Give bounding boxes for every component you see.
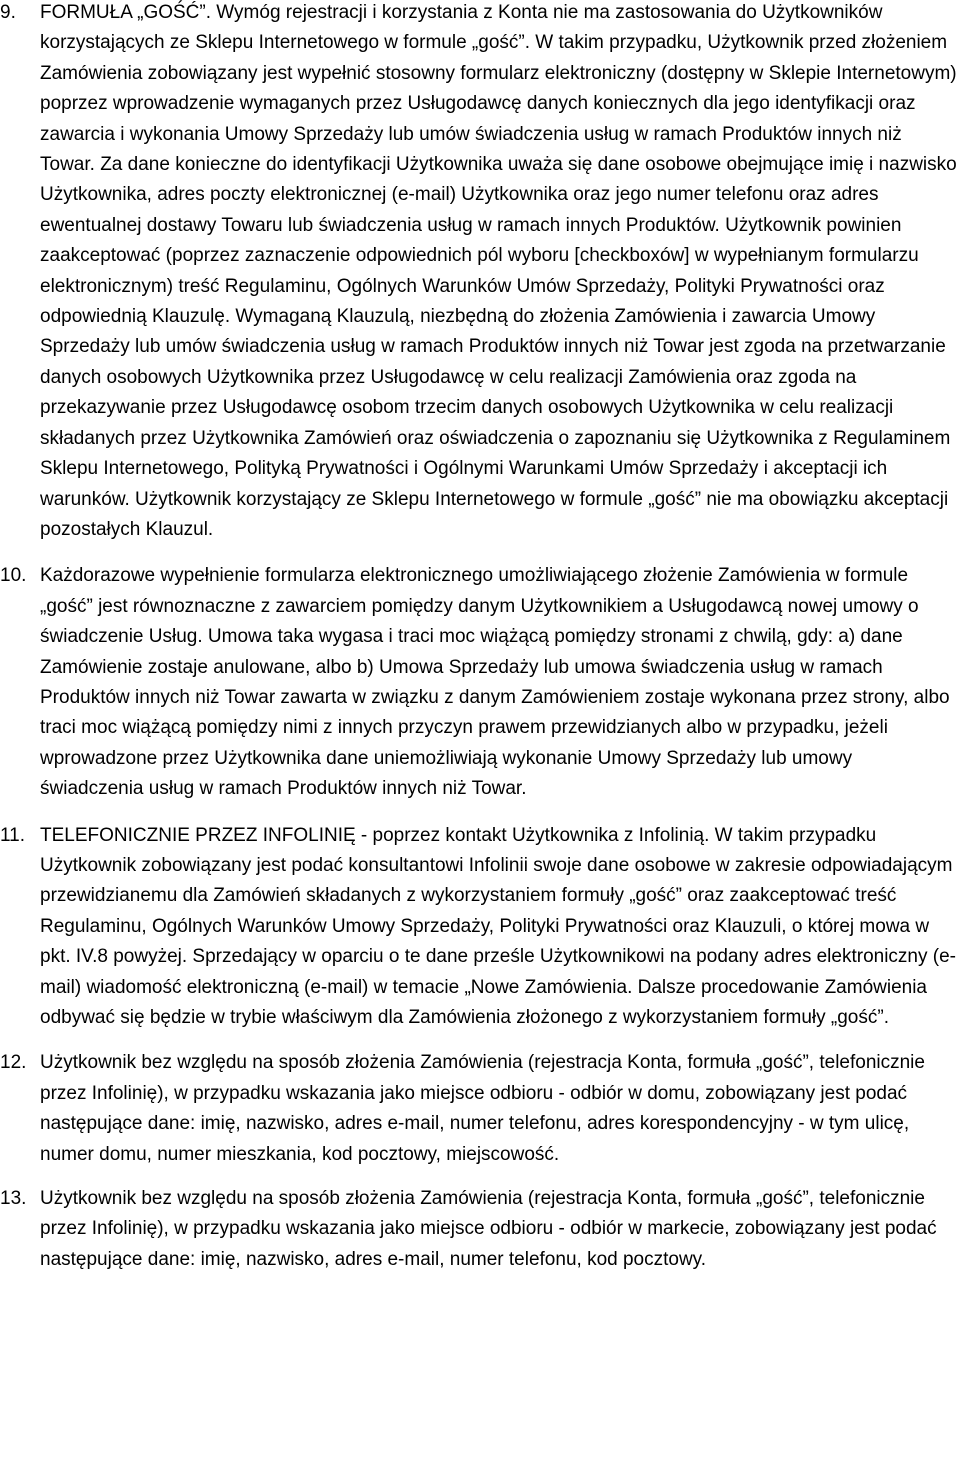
item-text: Użytkownik bez względu na sposób złożenia Zamówienia (rejestracja Konta, formuła „gość”, telefonicznie przez Infolinię), w przypadku wskazania jako miejsce odbioru - odbiór w markecie, zobowiązany jest podać następujące dane: imię, nazwisko, adres e-mail, numer telefonu, kod pocztowy. bbox=[40, 1188, 937, 1270]
list-item bbox=[0, 561, 958, 804]
list-item bbox=[0, 1048, 958, 1170]
item-text: TELEFONICZNIE PRZEZ INFOLINIĘ - poprzez kontakt Użytkownika z Infolinią. W takim przypadku Użytkownik zobowiązany jest podać konsultantowi Infolinii swoje dane osobowe w zakresie odpowiadającym przewidzianemu dla Zamówień składanych z wykorzystaniem formuły „gość” oraz zaakceptować treść Regulaminu, Ogólnych Warunków Umowy Sprzedaży, Polityki Prywatności oraz Klauzuli, o której mowa w pkt. IV.8 powyżej. Sprzedający w oparciu o te dane prześle Użytkownikowi na podany adres elektroniczny (e-mail) wiadomość elektroniczną (e-mail) w temacie „Nowe Zamówienia. Dalsze procedowanie Zamówienia odbywać się będzie w trybie właściwym dla Zamówienia złożonego z wykorzystaniem formuły „gość”. bbox=[40, 824, 956, 1028]
item-text: Każdorazowe wypełnienie formularza elektronicznego umożliwiającego złożenie Zamówienia w formule „gość” jest równoznaczne z zawarciem pomiędzy danym Użytkownikiem a Usługodawcą nowej umowy o świadczenie Usług. Umowa taka wygasa i traci moc wiążącą pomiędzy stronami z chwilą, gdy: a) dane Zamówienie zostaje anulowane, albo b) Umowa Sprzedaży lub umowa świadczenia usług w ramach Produktów innych niż Towar zawarta w związku z danym Zamówieniem zostaje wykonana przez strony, albo traci moc wiążącą pomiędzy nimi z innych przyczyn prawem przewidzianych albo w przypadku, jeżeli wprowadzone przez Użytkownika dane uniemożliwiają wykonanie Umowy Sprzedaży lub umowy świadczenia usług w ramach Produktów innych niż Towar. bbox=[40, 565, 950, 800]
list-item bbox=[0, 821, 958, 1034]
item-number: 13. bbox=[0, 1188, 27, 1210]
item-number: 10. bbox=[0, 565, 27, 587]
list-item bbox=[0, 0, 958, 545]
item-text: FORMUŁA „GOŚĆ”. Wymóg rejestracji i korzystania z Konta nie ma zastosowania do Użytkowników korzystających ze Sklepu Internetowego w formule „gość”. W takim przypadku, Użytkownik przed złożeniem Zamówienia zobowiązany jest wypełnić stosowny formularz elektroniczny (dostępny w Sklepie Internetowym) poprzez wprowadzenie wymaganych przez Usługodawcę danych koniecznych dla jego identyfikacji oraz zawarcia i wykonania Umowy Sprzedaży lub umów świadczenia usług w ramach Produktów innych niż Towar. Za dane konieczne do identyfikacji Użytkownika uważa się dane osobowe obejmujące imię i nazwisko Użytkownika, adres poczty elektronicznej (e-mail) Użytkownika oraz jego numer telefonu oraz adres ewentualnej dostawy Towaru lub świadczenia usług w ramach innych Produktów. Użytkownik powinien zaakceptować (poprzez zaznaczenie odpowiednich pól wyboru [checkboxów] w wypełnianym formularzu elektronicznym) treść Regulaminu, Ogólnych Warunków Umów Sprzedaży, Polityki Prywatności oraz odpowiednią Klauzulę. Wymaganą Klauzulą, niezbędną do złożenia Zamówienia i zawarcia Umowy Sprzedaży lub umów świadczenia usług w ramach Produktów innych niż Towar jest zgoda na przetwarzanie danych osobowych Użytkownika przez Usługodawcę w celu realizacji Zamówienia oraz zgoda na przekazywanie przez Usługodawcę osobom trzecim danych osobowych Użytkownika w celu realizacji składanych przez Użytkownika Zamówień oraz oświadczenia o zapoznaniu się Użytkownika z Regulaminem Sklepu Internetowego, Polityką Prywatności i Ogólnymi Warunkami Umów Sprzedaży i akceptacji ich warunków. Użytkownik korzystający ze Sklepu Internetowego w formule „gość” nie ma obowiązku akceptacji pozostałych Klauzul. bbox=[40, 2, 957, 540]
item-number: 9. bbox=[0, 2, 16, 23]
item-number: 12. bbox=[0, 1052, 27, 1074]
item-text: Użytkownik bez względu na sposób złożenia Zamówienia (rejestracja Konta, formuła „gość”, telefonicznie przez Infolinię), w przypadku wskazania jako miejsce odbioru - odbiór w domu, zobowiązany jest podać następujące dane: imię, nazwisko, adres e-mail, numer telefonu, adres korespondencyjny - w tym ulicę, numer domu, numer mieszkania, kod pocztowy, miejscowość. bbox=[40, 1052, 925, 1165]
list-item bbox=[0, 1184, 958, 1275]
item-number: 11. bbox=[0, 824, 26, 846]
